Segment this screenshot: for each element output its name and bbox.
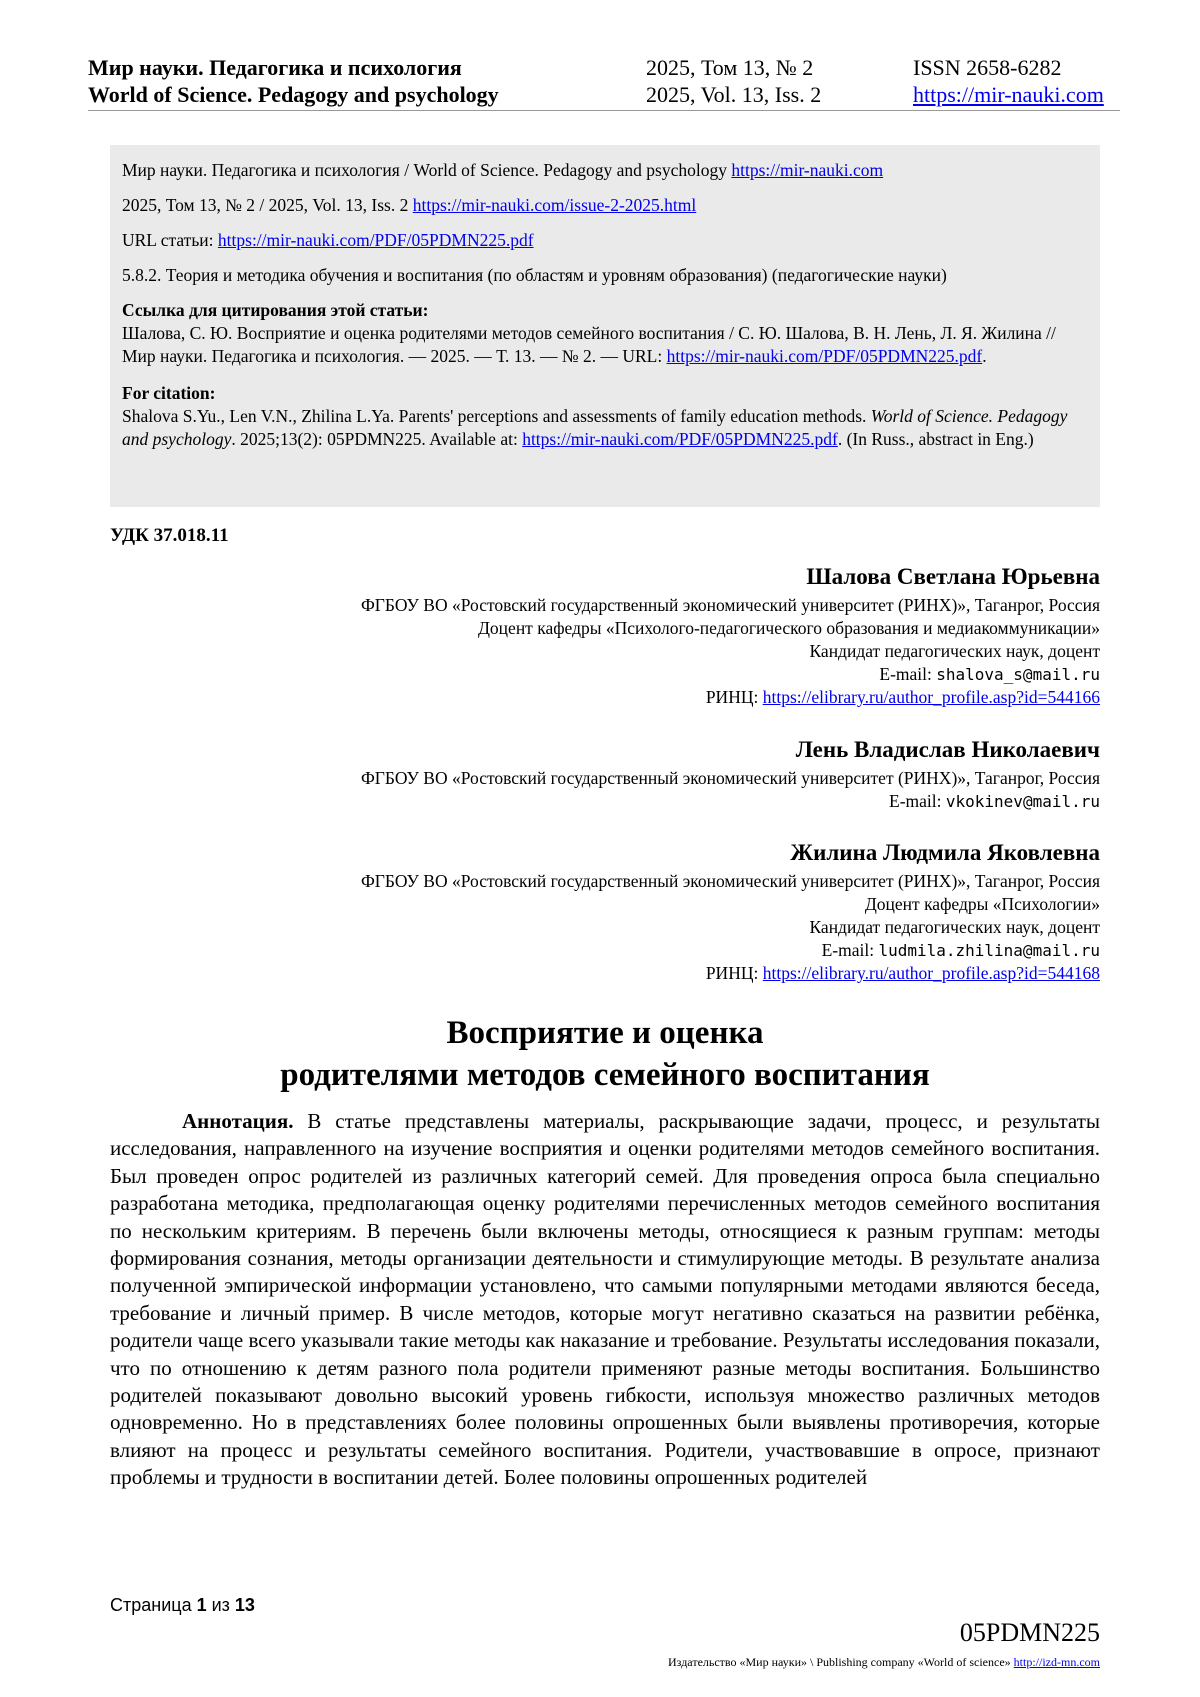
page-number: Страница 1 из 13 [110, 1595, 255, 1615]
author-email: E-mail: ludmila.zhilina@mail.ru [821, 940, 1100, 960]
issue-info [646, 54, 821, 108]
site-link[interactable]: https://mir-nauki.com [913, 82, 1104, 107]
journal-name-en: World of Science. Pedagogy and psychology [88, 82, 499, 107]
article-title [110, 1012, 1100, 1096]
header-divider [88, 110, 1120, 111]
abstract-label: Аннотация. [182, 1109, 294, 1133]
rinc-link[interactable]: https://elibrary.ru/author_profile.asp?id=544166 [762, 687, 1100, 707]
author-name: Шалова Светлана Юрьевна [806, 564, 1100, 589]
journal-link[interactable]: https://mir-nauki.com [731, 160, 884, 180]
author-degree: Кандидат педагогических наук, доцент [809, 917, 1100, 937]
author-position: Доцент кафедры «Психологии» [864, 894, 1100, 914]
citation-en: For citation: Shalova S.Yu., Len V.N., Zhilina L.Ya. Parents' perceptions and assessments of family education methods. World of Science. Pedagogy and psychology. 2025;13(2): 05PDMN225. Available at: https://mir-nauki.com/PDF/05PDMN225.pdf. (In Russ., abstract in Eng.) [122, 383, 1068, 449]
author-affiliation: ФГБОУ ВО «Ростовский государственный экономический университет (РИНХ)», Таганрог, Россия [360, 768, 1100, 788]
citation-ru: Ссылка для цитирования этой статьи: Шалова, С. Ю. Восприятие и оценка родителями методов семейного воспитания / С. Ю. Шалова, В. Н. Лень, Л. Я. Жилина // Мир науки. Педагогика и психология. — 2025. — Т. 13. — № 2. — URL: https://mir-nauki.com/PDF/05PDMN225.pdf. [122, 300, 1056, 366]
citation-en-journal: World of Science. Pedagogy and psychology [122, 406, 1068, 449]
article-url-link[interactable]: https://mir-nauki.com/PDF/05PDMN225.pdf [217, 230, 534, 250]
abstract [110, 1108, 1100, 1492]
info-line-url: URL статьи: https://mir-nauki.com/PDF/05PDMN225.pdf [122, 230, 534, 250]
info-line-journal: Мир науки. Педагогика и психология / World of Science. Pedagogy and psychology https://mir-nauki.com [122, 160, 884, 180]
rinc-link[interactable]: https://elibrary.ru/author_profile.asp?id=544168 [762, 963, 1100, 983]
author-affiliation: ФГБОУ ВО «Ростовский государственный экономический университет (РИНХ)», Таганрог, Россия [360, 595, 1100, 615]
publisher-line: Издательство «Мир науки» \ Publishing company «World of science» http://izd-mn.com [668, 1655, 1100, 1669]
author-rinc: РИНЦ: https://elibrary.ru/author_profile.asp?id=544166 [705, 687, 1100, 707]
citation-en-label: For citation: [122, 383, 216, 403]
author-affiliation: ФГБОУ ВО «Ростовский государственный экономический университет (РИНХ)», Таганрог, Россия [360, 871, 1100, 891]
author-name: Жилина Людмила Яковлевна [790, 840, 1100, 865]
info-line-issue: 2025, Том 13, № 2 / 2025, Vol. 13, Iss. 2 https://mir-nauki.com/issue-2-2025.html [122, 195, 697, 215]
citation-en-link[interactable]: https://mir-nauki.com/PDF/05PDMN225.pdf [522, 429, 838, 449]
citation-en-text: Shalova S.Yu., Len V.N., Zhilina L.Ya. Parents' perceptions and assessments of family education methods. [122, 406, 871, 426]
author-block [361, 562, 1100, 709]
issue-en: 2025, Vol. 13, Iss. 2 [646, 82, 822, 107]
issue-ru: 2025, Том 13, № 2 [646, 55, 814, 80]
citation-ru-link[interactable]: https://mir-nauki.com/PDF/05PDMN225.pdf [666, 346, 983, 366]
article-title-line2: родителями методов семейного воспитания [280, 1057, 930, 1093]
issn: ISSN 2658-6282 [913, 55, 1062, 80]
author-block [361, 735, 1100, 813]
author-email: E-mail: vkokinev@mail.ru [889, 791, 1100, 811]
journal-name [88, 54, 499, 108]
udk-code: УДК 37.018.11 [110, 525, 229, 546]
issue-link[interactable]: https://mir-nauki.com/issue-2-2025.html [412, 195, 697, 215]
author-name: Лень Владислав Николаевич [795, 737, 1100, 762]
info-line-specialty: 5.8.2. Теория и методика обучения и воспитания (по областям и уровням образования) (педагогические науки) [122, 265, 947, 285]
abstract-text: В статье представлены материалы, раскрывающие задачи, процесс, и результаты исследования, направленного на изучение восприятия и оценки родителями методов семейного воспитания. Был проведен опрос родителей из различных категорий семей. Для проведения опроса была специально разработана методика, предполагающая оценку родителями перечисленных методов семейного воспитания по нескольким критериям. В перечень были включены методы, относящиеся к разным группам: методы формирования сознания, методы организации деятельности и стимулирующие методы. В результате анализа полученной эмпирической информации установлено, что самыми популярными методами являются беседа, требование и личный пример. В числе методов, которые могут негативно сказаться на развитии ребёнка, родители чаще всего указывали такие методы как наказание и требование. Результаты исследования показали, что по отношению к детям разного пола родители применяют разные методы воспитания. Большинство родителей показывают довольно высокий уровень гибкости, используя множество различных методов одновременно. Но в представлениях более половины опрошенных были выявлены противоречия, которые влияют на процесс и результаты семейного воспитания. Родители, участвовавшие в опросе, признают проблемы и трудности в воспитании детей. Более половины опрошенных родителей [110, 1109, 1100, 1490]
issn-block [913, 54, 1104, 108]
author-degree: Кандидат педагогических наук, доцент [809, 641, 1100, 661]
article-info-box [110, 145, 1100, 507]
journal-name-ru: Мир науки. Педагогика и психология [88, 55, 462, 80]
article-code: 05PDMN225 [959, 1618, 1100, 1647]
author-email: E-mail: shalova_s@mail.ru [879, 664, 1100, 684]
author-rinc: РИНЦ: https://elibrary.ru/author_profile.asp?id=544168 [705, 963, 1100, 983]
author-block [361, 838, 1100, 985]
publisher-link[interactable]: http://izd-mn.com [1013, 1655, 1100, 1669]
citation-ru-label: Ссылка для цитирования этой статьи: [122, 300, 429, 320]
citation-ru-text: Шалова, С. Ю. Восприятие и оценка родителями методов семейного воспитания / С. Ю. Шалова, В. Н. Лень, Л. Я. Жилина // Мир науки. Педагогика и психология. — 2025. — Т. 13. — № 2. — URL: [122, 323, 1056, 366]
article-title-line1: Восприятие и оценка [446, 1015, 764, 1051]
author-position: Доцент кафедры «Психолого-педагогического образования и медиакоммуникации» [478, 618, 1100, 638]
